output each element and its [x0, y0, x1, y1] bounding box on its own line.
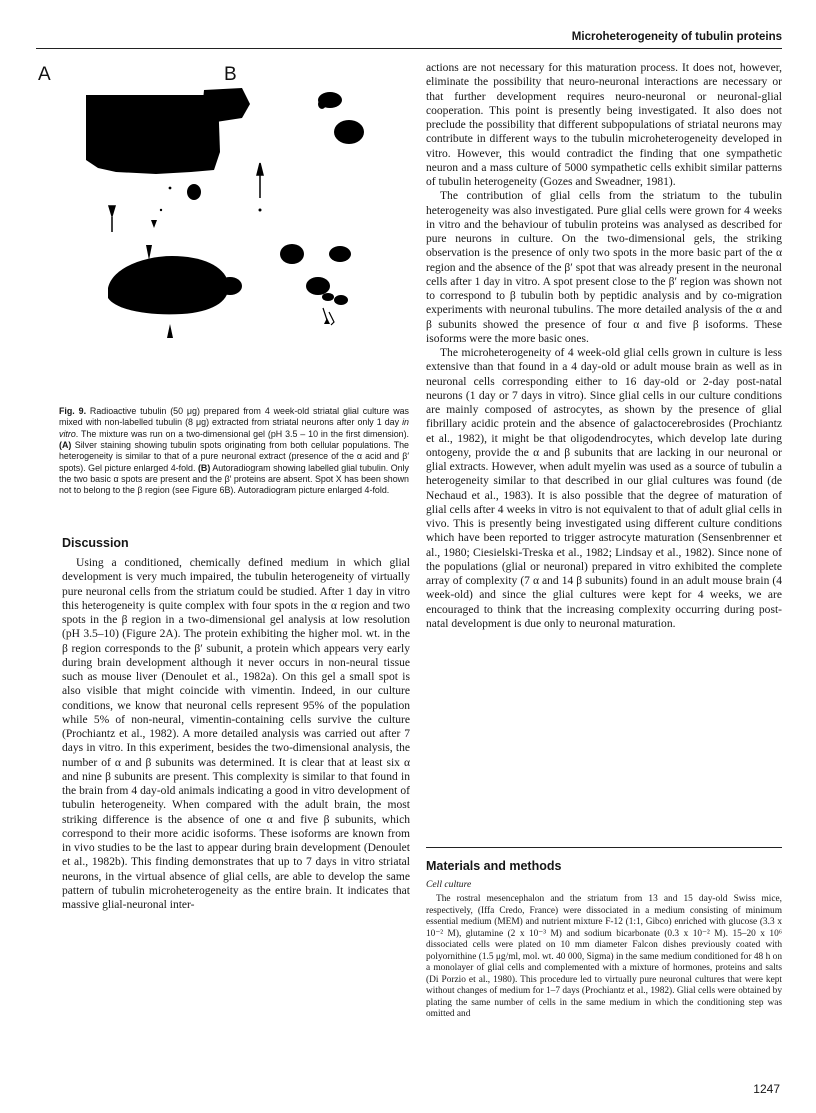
- materials-methods-section: [426, 847, 782, 1021]
- caption-text-3: Silver staining showing tubulin spots originating from both cellular populations. The heterogeneity is similar to that of a pure neuronal extract (presence of the α acid and β′ spots). Gel picture enlarged 4-fold.: [59, 440, 409, 473]
- panel-a-gel: [86, 88, 250, 338]
- caption-text-2: . The mixture was run on a two-dimensional gel (pH 3.5 – 10 in the first dimension).: [75, 428, 409, 439]
- caption-panel-a-marker: (A): [59, 440, 72, 451]
- caption-panel-b-marker: (B): [197, 462, 211, 473]
- panel-a-label: A: [38, 64, 51, 85]
- caption-figure-label: Fig. 9.: [59, 406, 87, 416]
- page-number: 1247: [753, 1082, 780, 1096]
- caption-in-vitro: in vitro: [59, 417, 409, 439]
- header-rule: [36, 48, 782, 49]
- right-column: [426, 61, 782, 631]
- cell-culture-paragraph: The rostral mesencephalon and the striatum from 13 and 15 day-old Swiss mice, respectively, (Iffa Credo, France) were dissociated in a medium consisting of minimum essential medium (MEM) and nutrient mixture F-12 (1:1, Gibco) enriched with glucose (3.3 x 10⁻² M), glutamine (2 x 10⁻³ M) and sodium bicarbonate (0.3 x 10⁻² M). 15–20 x 10⁶ dissociated cells were plated on 10 mm diameter Falcon dishes previously coated with polyornithine (1.5 μg/ml, mol. wt. 40 000, Sigma) in the same medium conditioned for 48 h on a monolayer of glial cells and complemented with a mixture of hormones, proteins and salts (Di Porzio et al., 1980). This procedure led to virtually pure neuronal cultures that were kept without changes of medium for 1–7 days (Prochiantz et al., 1982). Glial cells were obtained by plating the same number of cells in the same medium in which the conditioning step was omitted and: [426, 894, 782, 1019]
- left-column: [62, 536, 410, 912]
- section-rule: [426, 847, 782, 848]
- caption-text-4: Autoradiogram showing labelled glial tubulin. Only the two basic α spots are present and the β′ proteins are absent. Spot X has been shown not to belong to the β region (see Figure 6B). Autoradiogram picture enlarged 4-fold.: [59, 462, 409, 496]
- running-head: Microheterogeneity of tubulin proteins: [571, 31, 782, 43]
- discussion-paragraph: The microheterogeneity of 4 week-old glial cells grown in culture is less extensive than that found in a 4 day-old or adult mouse brain as well as in neuronal cells corresponding either to 16 day-old or 2-day post-natal neurons (1 day or 7 days in vitro). Since glial cells in our culture conditions are mainly composed of astrocytes, as shown by the presence of glial fibrillary acidic protein and the absence of galactocerebrosides (Prochiantz et al., 1982), it might be that oligodendrocytes, which develop late during ontogeny, provide the α and β subunits that are lacking in our neuronal or glial extracts. However, when adult myelin was used as a source of tubulin a heterogeneity similar to that described in our glial cultures was found (de Nechaud et al., 1983). It is also possible that the degree of maturation of glial cells after 4 weeks in vitro is not equivalent to that of adult glial cells in vivo. This is presently being investigated using different culture conditions which have been reported to trigger astrocyte maturation (Sensenbrenner et al., 1980; Ciesielski-Treska et al., 1982; Lindsay et al., 1982). Since none of the populations (glial or neuronal) prepared in vitro exhibited the complete array of complexity (7 α and 14 β subunits) found in an adult mouse brain (4 week-old) and since the glial cultures were kept for 4 weeks, we are encouraged to think that the increasing complexity occurring during post-natal development is due only to neuronal maturation.: [426, 347, 782, 630]
- discussion-paragraph: The contribution of glial cells from the striatum to the tubulin heterogeneity was also investigated. Pure glial cells were grown for 4 weeks in vitro and the behaviour of tubulin proteins was analysed as described for pure neurons in culture. On the two-dimensional gels, the striking observation is the presence of only two spots in the more basic part of the α region and the absence of the β′ spot that was already present in the neuronal cells after 1 day in vitro. A spot present close to the β′ region was shown not to correspond to β tubulin both by peptidic analysis and by co-migration experiments with neuronal tubulins. The more detailed analysis of the α and β subunits showed the presence of four α and five β isoforms. These isoforms were the more basic ones.: [426, 190, 782, 345]
- panel-b-label: B: [224, 64, 237, 85]
- discussion-paragraph: Using a conditioned, chemically defined medium in which glial development is very much impaired, the tubulin heterogeneity of virtually pure neuronal cells from the striatum could be studied. After 1 day in vitro this heterogeneity is quite complex with four spots in the α region and two spots in the β region in a two-dimensional gel analysis at low resolution (pH 3.5–10) (Figure 2A). The protein exhibiting the higher mol. wt. in the β region corresponds to the β′ subunit, a protein which appears very early during brain development although it never occurs in non-neural tissue such as mouse liver (Denoulet et al., 1982a). On this gel a small spot is also visible that might coincide with vimentin. Indeed, in our culture conditions, we know that neuronal cells represent 95% of the population while 5% of non-neural, vimentin-containing cells survive the culture (Prochiantz et al., 1982). A more detailed analysis was carried out after 7 days in vitro. In this experiment, besides the two-dimensional analysis, the number of α and β subunits was determined. It is clear that at least six α and nine β subunits are present. This complexity is similar to that found in the brain from 4 day-old animals indicating a good in vitro development of tubulin heterogeneity. When compared with the adult brain, the most striking difference is the absence of one α and five β subunits, which correspond to their more acidic isoforms. These isoforms are known from in vivo studies to be the last to appear during brain development (Denoulet et al., 1982b). This finding demonstrates that up to 7 days in vitro striatal neurons, in the virtual absence of glial cells, are able to develop the same pattern of tubulin microheterogeneity as the entire brain. It indicates that massive glial-neuronal inter-: [62, 557, 410, 911]
- caption-text-1: Radioactive tubulin (50 μg) prepared from 4 week-old striatal glial culture was mixed with non-labelled tubulin (8 μg) extracted from striatal neurons after only 1 day: [59, 406, 409, 428]
- figure-caption: [59, 406, 409, 497]
- figure-9: [36, 60, 408, 360]
- cell-culture-subheading: Cell culture: [426, 879, 472, 890]
- discussion-paragraph-continued: actions are not necessary for this maturation process. It does not, however, eliminate the possibility that neuro-neuronal interactions are necessary or that further development requires neuro-neuronal or neuronal-glial cooperation. This point is presently being investigated. It also does not preclude the possibility that different subpopulations of striatal neurons may contribute in different ways to the tubulin microheterogeneity developed in vitro. However, this would contradict the finding that one sympathetic neuron and a mass culture of 5000 sympathetic cells exhibit similar patterns of tubulin heterogeneity (Gozes and Sweadner, 1981).: [426, 62, 782, 188]
- gel-image: [36, 60, 408, 360]
- discussion-heading: Discussion: [62, 536, 129, 550]
- panel-b-autoradiogram: [257, 92, 364, 325]
- materials-methods-heading: Materials and methods: [426, 859, 562, 873]
